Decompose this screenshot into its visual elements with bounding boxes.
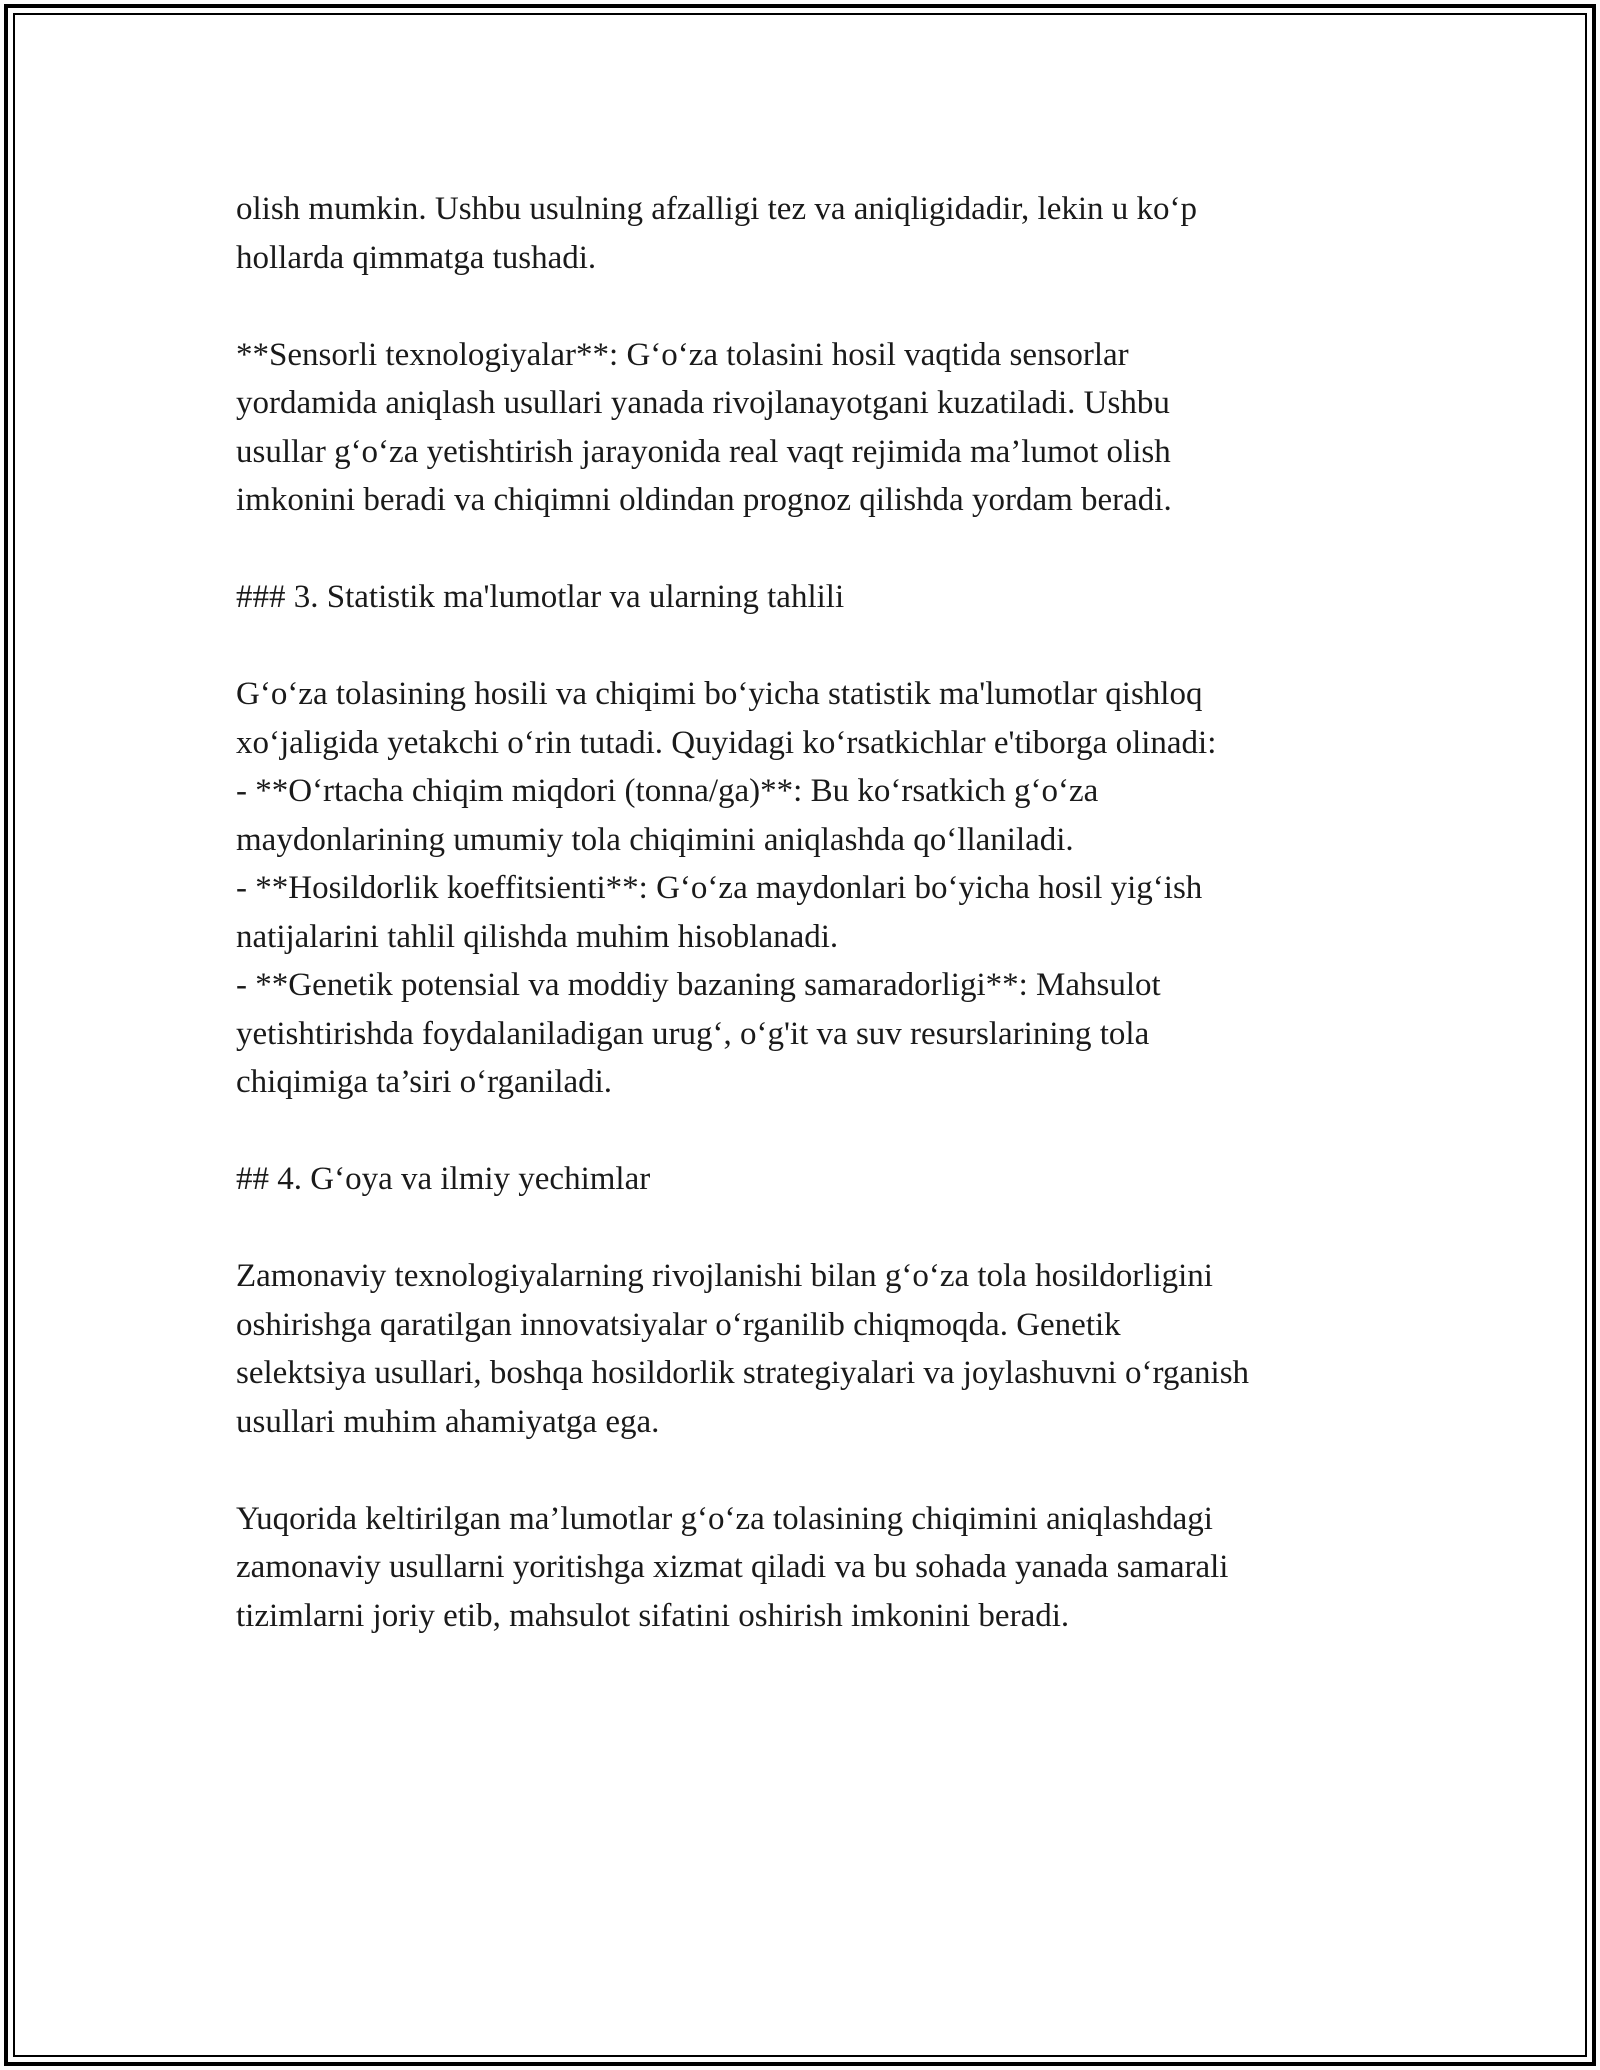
paragraph-statistics-list: G‘o‘za tolasining hosili va chiqimi bo‘yicha statistik ma'lumotlar qishloq xo‘jaligida yetakchi o‘rin tutadi. Quyidagi ko‘rsatkichlar e'tiborga olinadi: - **O‘rtacha chiqim miqdori (tonna/ga)**: Bu ko‘rsatkich g‘o‘za maydonlarining umumiy tola chiqimini aniqlashda qo‘llaniladi. - **Hosildorlik koeffitsienti**: G‘o‘za maydonlari bo‘yicha hosil yig‘ish natijalarini tahlil qilishda muhim hisoblanadi. - **Genetik potensial va moddiy bazaning samaradorligi**: Mahsulot yetishtirishda foydalaniladigan urug‘, o‘g'it va suv resurslarining tola chiqimiga ta’siri o‘rganiladi. (236, 676, 1217, 1100)
paragraph-innovations: Zamonaviy texnologiyalarning rivojlanishi bilan g‘o‘za tola hosildorligini oshirishga qaratilgan innovatsiyalar o‘rganilib chiqmoqda. Genetik selektsiya usullari, boshqa hosildorlik strategiyalari va joylashuvni o‘rganish usullari muhim ahamiyatga ega. (236, 1258, 1250, 1440)
paragraph-method-summary: olish mumkin. Ushbu usulning afzalligi tez va aniqligidadir, lekin u ko‘p hollarda qimmatga tushadi. (236, 191, 1198, 276)
heading-ideas-solutions: ## 4. G‘oya va ilmiy yechimlar (236, 1161, 651, 1197)
heading-statistics: ### 3. Statistik ma'lumotlar va ularning tahlili (236, 579, 845, 615)
document-body (236, 185, 1366, 1640)
paragraph-sensor-technologies: **Sensorli texnologiyalar**: G‘o‘za tolasini hosil vaqtida sensorlar yordamida aniqlash usullari yanada rivojlanayotgani kuzatiladi. Ushbu usullar g‘o‘za yetishtirish jarayonida real vaqt rejimida ma’lumot olish imkonini beradi va chiqimni oldindan prognoz qilishda yordam beradi. (236, 336, 1172, 518)
paragraph-conclusion: Yuqorida keltirilgan ma’lumotlar g‘o‘za tolasining chiqimini aniqlashdagi zamonaviy usullarni yoritishga xizmat qiladi va bu sohada yanada samarali tizimlarni joriy etib, mahsulot sifatini oshirish imkonini beradi. (236, 1500, 1229, 1634)
